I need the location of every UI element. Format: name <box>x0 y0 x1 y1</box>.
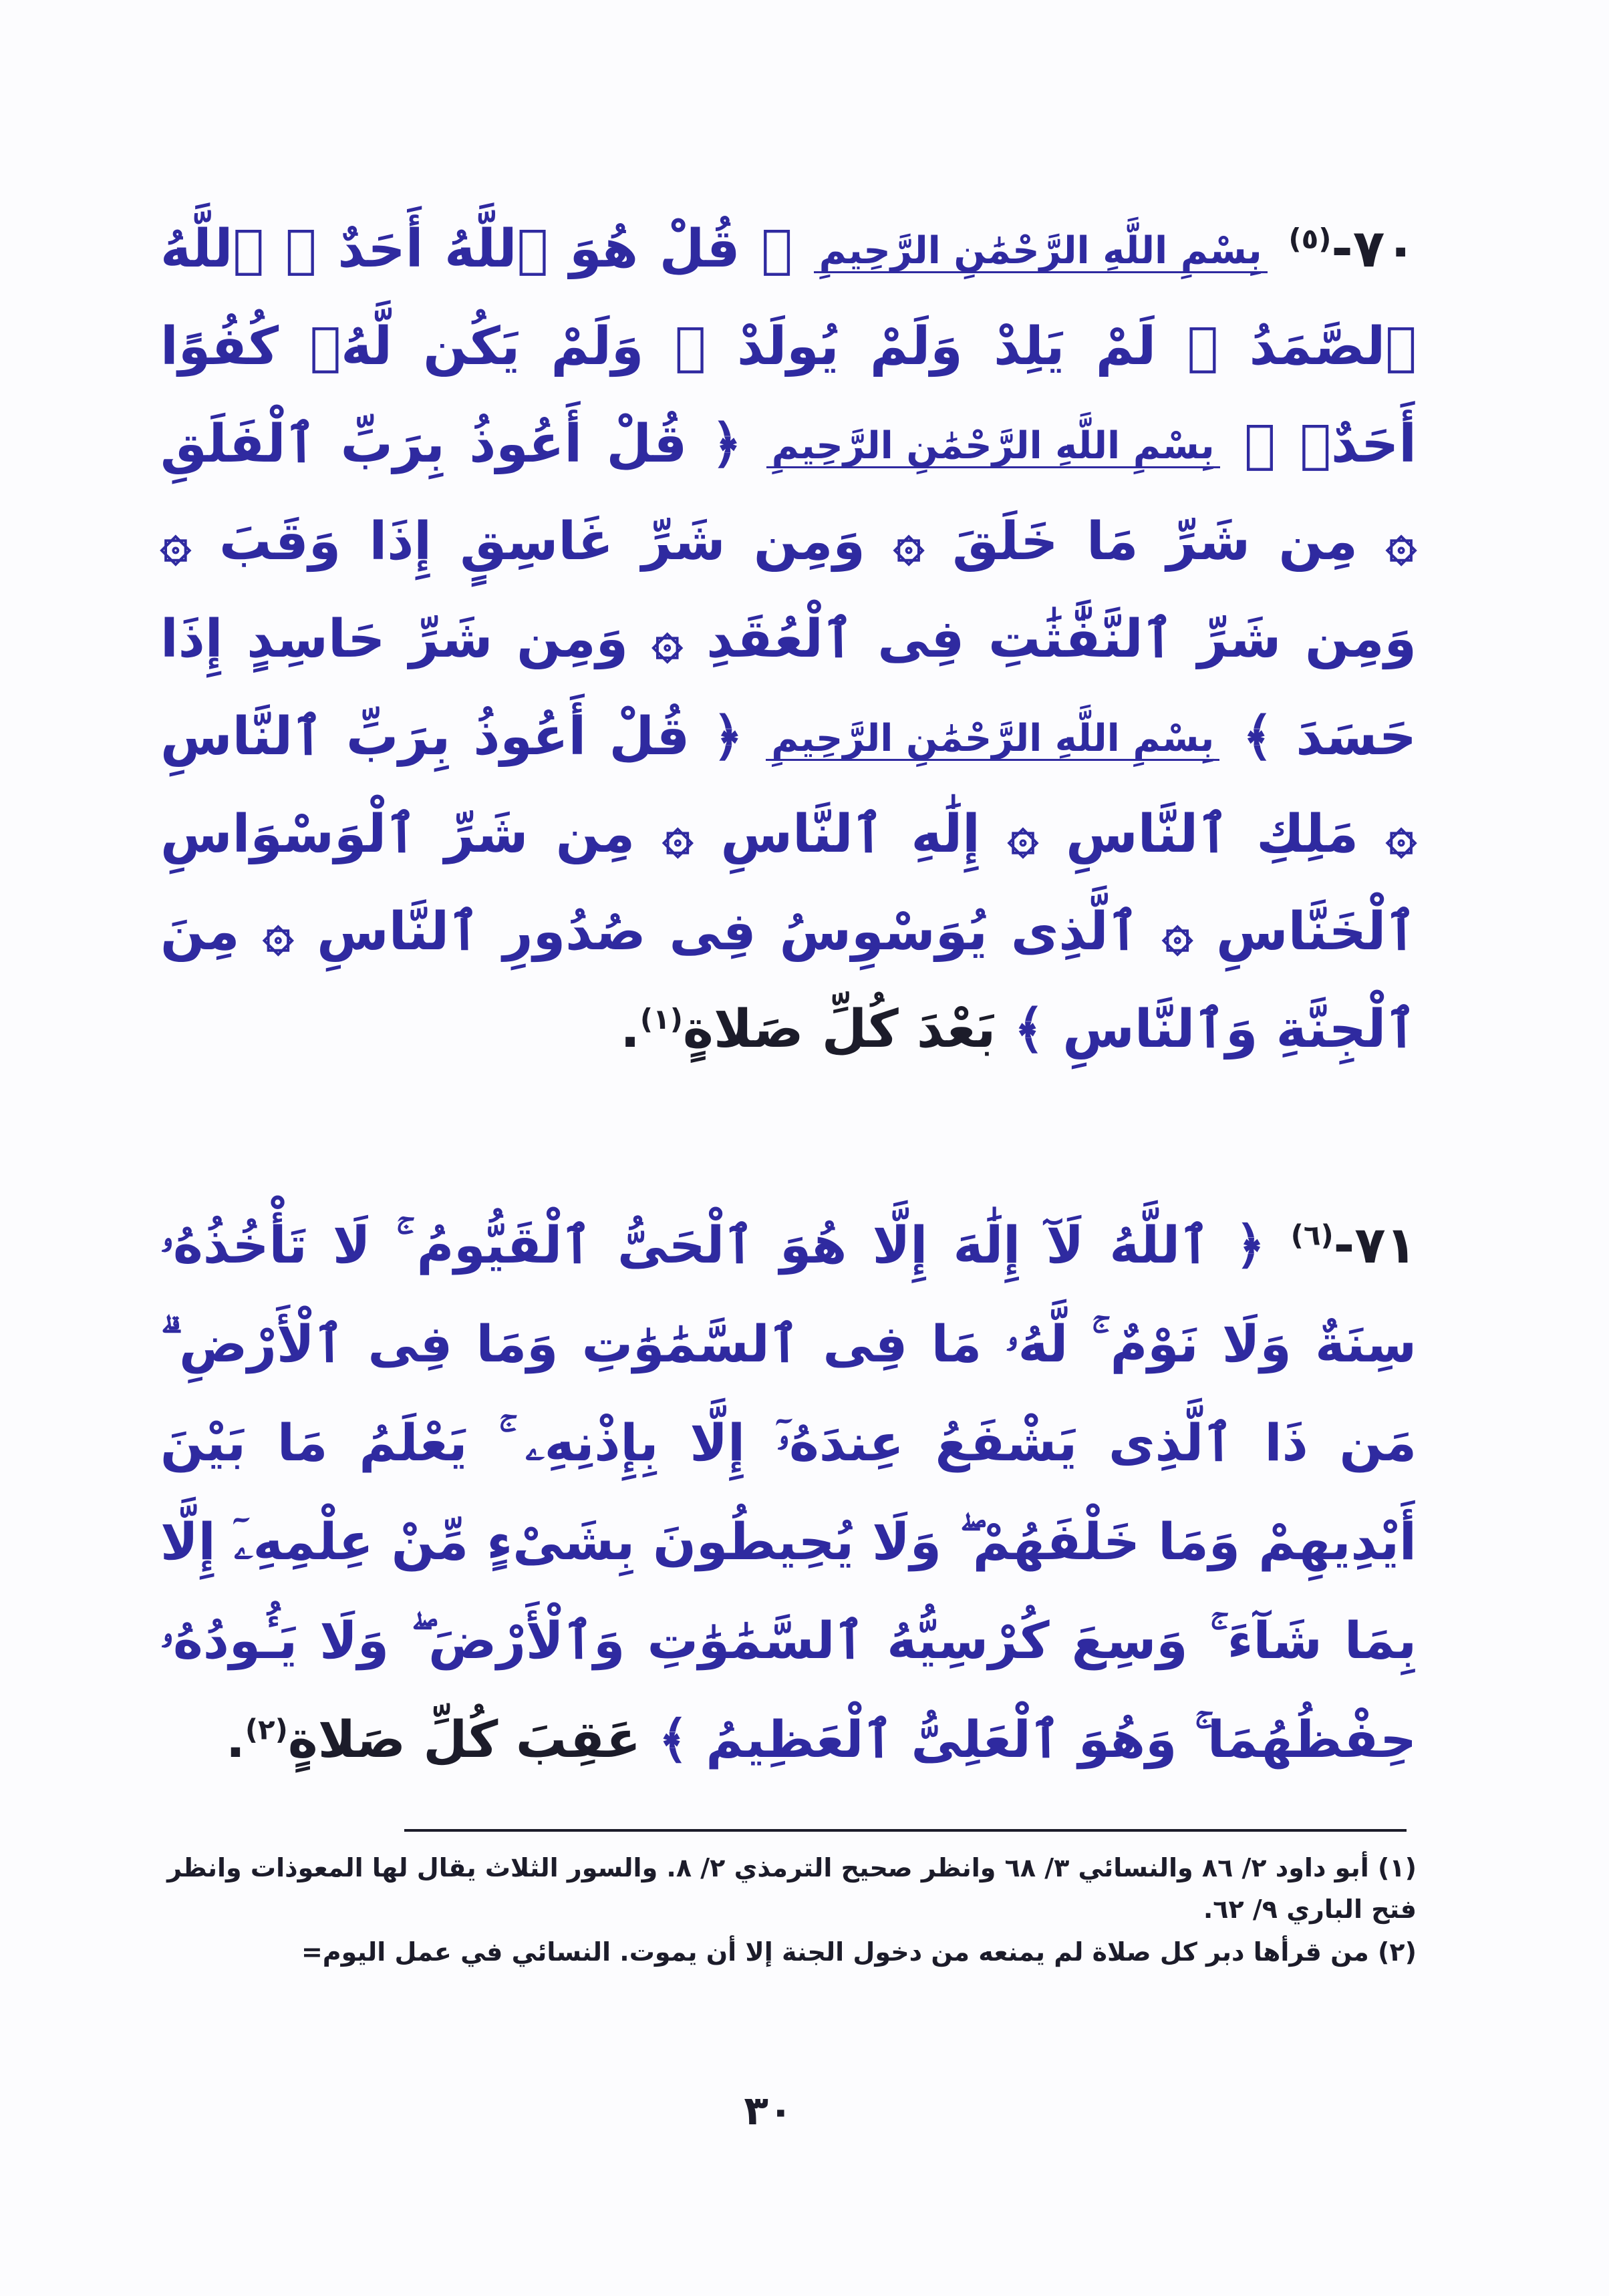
ayat-al-kursi-text: ﴿ ٱللَّهُ لَآ إِلَٰهَ إِلَّا هُوَ ٱلْحَىُّ ٱلْقَيُّومُ ۚ لَا تَأْخُذُهُۥ سِنَةٌ وَلَا نَوْمٌ ۚ لَّهُۥ مَا فِى ٱلسَّمَٰوَٰتِ وَمَا فِى ٱلْأَرْضِ ۗ مَن ذَا ٱلَّذِى يَشْفَعُ عِندَهُۥٓ إِلَّا بِإِذْنِهِۦ ۚ يَعْلَمُ مَا بَيْنَ أَيْدِيهِمْ وَمَا خَلْفَهُمْ ۖ وَلَا يُحِيطُونَ بِشَىْءٍ مِّنْ عِلْمِهِۦٓ إِلَّا بِمَا شَآءَ ۚ وَسِعَ كُرْسِيُّهُ ٱلسَّمَٰوَٰتِ وَٱلْأَرْضَ ۖ وَلَا يَـُٔودُهُۥ حِفْظُهُمَا ۚ وَهُوَ ٱلْعَلِىُّ ٱلْعَظِيمُ ﴾ <box>160 1215 1417 1769</box>
dhikr-71-ref: (٦) <box>1290 1218 1334 1252</box>
footnote <box>160 1931 1417 1973</box>
dhikr-70-instruction: بَعْدَ كُلِّ صَلاةٍ <box>682 999 996 1059</box>
footnote <box>160 1847 1417 1930</box>
dhikr-71-number: ٧١- <box>1333 1215 1417 1275</box>
dhikr-71-instruction: عَقِبَ كُلِّ صَلاةٍ <box>287 1709 641 1769</box>
dhikr-70-ref: (٥) <box>1288 222 1332 255</box>
surah-ikhlas-text: ﴿ قُلْ هُوَ ٱللَّهُ أَحَدٌ ۞ ٱللَّهُ ٱلصَّمَدُ ۞ لَمْ يَلِدْ وَلَمْ يُولَدْ ۞ وَلَمْ يَكُن لَّهُۥ كُفُوًا أَحَدٌۢ ﴾ <box>160 219 1417 474</box>
basmala-ornament: بِسْمِ اللَّهِ الرَّحْمَٰنِ الرَّحِيمِ <box>814 231 1268 273</box>
footnote-ref-2: (٢) <box>245 1713 288 1746</box>
footnote-divider <box>404 1829 1407 1832</box>
footnote-text: أبو داود ٢/ ٨٦ والنسائي ٣/ ٦٨ وانظر صحيح الترمذي ٢/ ٨. والسور الثلاث يقال لها المعوذات وانظر فتح الباري ٩/ ٦٢. <box>167 1853 1417 1924</box>
surah-falaq-text: ﴿ قُلْ أَعُوذُ بِرَبِّ ٱلْفَلَقِ ۞ مِن شَرِّ مَا خَلَقَ ۞ وَمِن شَرِّ غَاسِقٍ إِذَا وَقَبَ ۞ وَمِن شَرِّ ٱلنَّفَّٰثَٰتِ فِى ٱلْعُقَدِ ۞ وَمِن شَرِّ حَاسِدٍ إِذَا حَسَدَ ﴾ <box>160 414 1417 767</box>
footnote-text: من قرأها دبر كل صلاة لم يمنعه من دخول الجنة إلا أن يموت. النسائي في عمل اليوم= <box>301 1937 1369 1967</box>
footnotes <box>160 1847 1417 1974</box>
dhikr-70-number: ٧٠- <box>1331 219 1417 279</box>
footnote-marker: (١) <box>1378 1853 1417 1882</box>
dhikr-71-block <box>160 1196 1417 1789</box>
dhikr-70-block <box>160 200 1417 1078</box>
surah-nas-text: ﴿ قُلْ أَعُوذُ بِرَبِّ ٱلنَّاسِ ۞ مَلِكِ ٱلنَّاسِ ۞ إِلَٰهِ ٱلنَّاسِ ۞ مِن شَرِّ ٱلْوَسْوَاسِ ٱلْخَنَّاسِ ۞ ٱلَّذِى يُوَسْوِسُ فِى صُدُورِ ٱلنَّاسِ ۞ مِنَ ٱلْجِنَّةِ وَٱلنَّاسِ ﴾ <box>160 707 1417 1059</box>
basmala-ornament: بِسْمِ اللَّهِ الرَّحْمَٰنِ الرَّحِيمِ <box>766 426 1220 468</box>
dhikr-70-end: . <box>620 999 640 1059</box>
page-number: ٣٠ <box>744 2088 793 2134</box>
basmala-ornament: بِسْمِ اللَّهِ الرَّحْمَٰنِ الرَّحِيمِ <box>766 719 1219 761</box>
footnote-ref-1: (١) <box>639 1003 683 1035</box>
footnote-marker: (٢) <box>1378 1937 1417 1967</box>
dhikr-71-end: . <box>225 1709 245 1769</box>
